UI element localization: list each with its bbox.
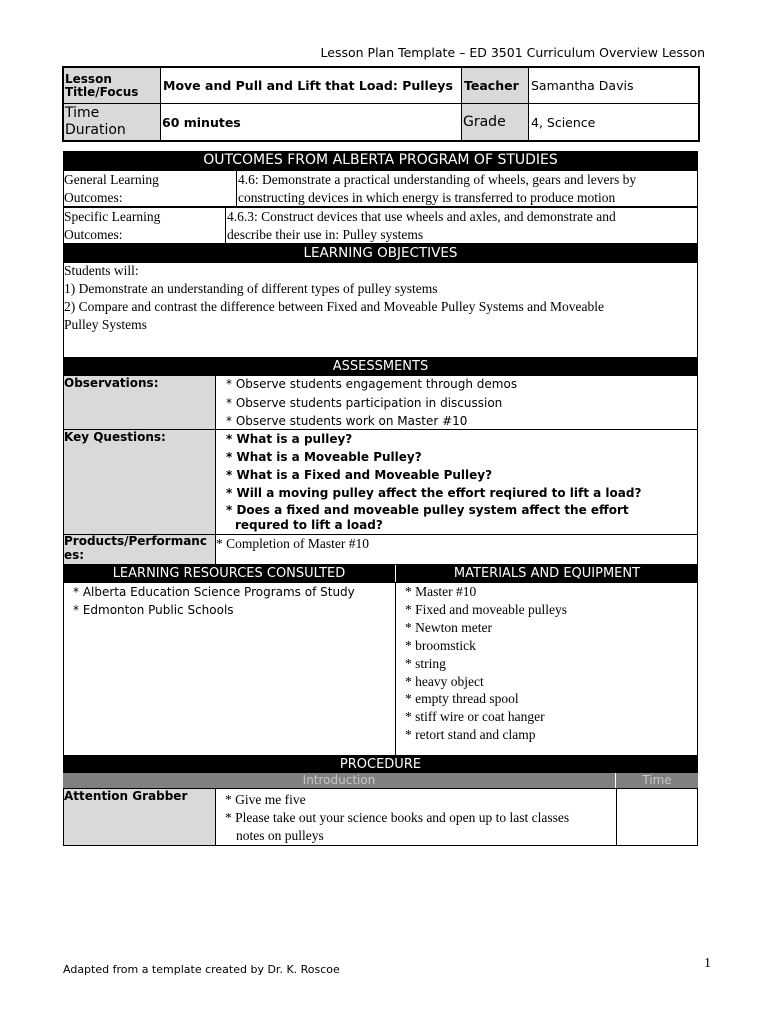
objectives-line: Pulley Systems [64,317,147,332]
time-duration-label: Time Duration [65,105,126,138]
resource-item: * Alberta Education Science Programs of Study [73,585,355,599]
teacher-value-cell [529,68,698,103]
observation-item: * Observe students participation in discussion [226,396,503,410]
attention-grabber-line: * Please take out your science books and open up to last classes [225,810,570,825]
footer-note: Adapted from a template created by Dr. K. Roscoe [63,963,340,976]
row-divider [236,171,237,206]
objectives-heading: LEARNING OBJECTIVES [63,244,698,262]
materials-heading: MATERIALS AND EQUIPMENT [396,565,698,582]
key-questions-label: Key Questions: [64,430,166,444]
objectives-line: 1) Demonstrate an understanding of different types of pulley systems [64,281,438,296]
observation-item: * Observe students engagement through demos [226,377,518,391]
material-item: * string [405,656,446,671]
material-item: * Fixed and moveable pulleys [405,602,567,617]
time-label-cell [64,104,160,140]
resource-item: * Edmonton Public Schools [73,603,234,617]
key-question-item: * What is a pulley? [226,432,353,446]
products-label-2: es: [64,548,85,562]
observations-label: Observations: [64,376,159,390]
table-divider [160,68,161,140]
lesson-title-label-cell [64,68,160,103]
objectives-line: 2) Compare and contrast the difference between Fixed and Moveable Pulley Systems and Moveable [64,299,604,314]
specific-outcomes-label-2: Outcomes: [64,227,123,242]
general-outcomes-label-1: General Learning [64,172,159,187]
teacher-value: Samantha Davis [531,78,634,93]
row-divider [225,208,226,243]
material-item: * empty thread spool [405,691,519,706]
page-number: 1 [704,956,711,971]
specific-outcomes-text-2: describe their use in: Pulley systems [227,227,424,242]
products-label-1: Products/Performanc [64,534,207,548]
key-question-item: * What is a Moveable Pulley? [226,450,422,464]
material-item: * Master #10 [405,584,477,599]
material-item: * stiff wire or coat hanger [405,709,545,724]
resources-heading: LEARNING RESOURCES CONSULTED [63,565,395,582]
objectives-line: Students will: [64,263,139,278]
lesson-title-label: Lesson Title/Focus [65,71,139,99]
teacher-label: Teacher [464,78,519,93]
specific-outcomes-label-1: Specific Learning [64,209,161,224]
introduction-subheading: Introduction [63,773,615,788]
assessments-heading: ASSESSMENTS [63,358,698,375]
material-item: * retort stand and clamp [405,727,536,742]
lesson-info-table [62,66,700,142]
attention-grabber-line: * Give me five [225,792,306,807]
key-question-item: * Will a moving pulley affect the effort reqiured to lift a load? [226,486,642,500]
grade-value: 4, Science [531,114,596,130]
grade-value-cell [529,104,698,140]
row-divider [215,375,216,430]
specific-outcomes-text-1: 4.6.3: Construct devices that use wheels and axles, and demonstrate and [227,209,616,224]
outcomes-heading: OUTCOMES FROM ALBERTA PROGRAM OF STUDIES [63,151,698,170]
material-item: * Newton meter [405,620,492,635]
procedure-heading: PROCEDURE [63,756,698,773]
time-value-cell [161,104,461,140]
table-divider [461,68,462,140]
key-question-item: requred to lift a load? [235,518,383,532]
table-divider [64,103,698,104]
attention-grabber-line: notes on pulleys [236,828,324,843]
row-divider [616,788,617,846]
row-divider [215,429,216,535]
table-divider [528,68,529,140]
general-outcomes-text-1: 4.6: Demonstrate a practical understanding of wheels, gears and levers by [238,172,637,187]
grade-label: Grade [463,114,506,130]
material-item: * broomstick [405,638,476,653]
key-question-item: * What is a Fixed and Moveable Pulley? [226,468,493,482]
general-outcomes-text-2: constructing devices in which energy is transferred to produce motion [238,190,616,205]
lesson-title-value-cell [161,68,461,103]
observation-item: * Observe students work on Master #10 [226,414,468,428]
time-duration-value: 60 minutes [162,114,241,130]
column-divider [395,582,396,756]
teacher-label-cell [462,68,528,103]
key-questions-label-cell [64,430,215,534]
page-header-title: Lesson Plan Template – ED 3501 Curriculum Overview Lesson [320,45,705,60]
grade-label-cell [462,104,528,140]
material-item: * heavy object [405,674,484,689]
products-value: * Completion of Master #10 [216,536,369,551]
general-outcomes-label-2: Outcomes: [64,190,123,205]
key-question-item: * Does a fixed and moveable pulley system affect the effort [226,503,629,517]
time-subheading: Time [616,773,698,788]
lesson-title-value: Move and Pull and Lift that Load: Pulleys [163,78,453,93]
row-divider [215,788,216,846]
attention-grabber-label: Attention Grabber [64,789,188,803]
